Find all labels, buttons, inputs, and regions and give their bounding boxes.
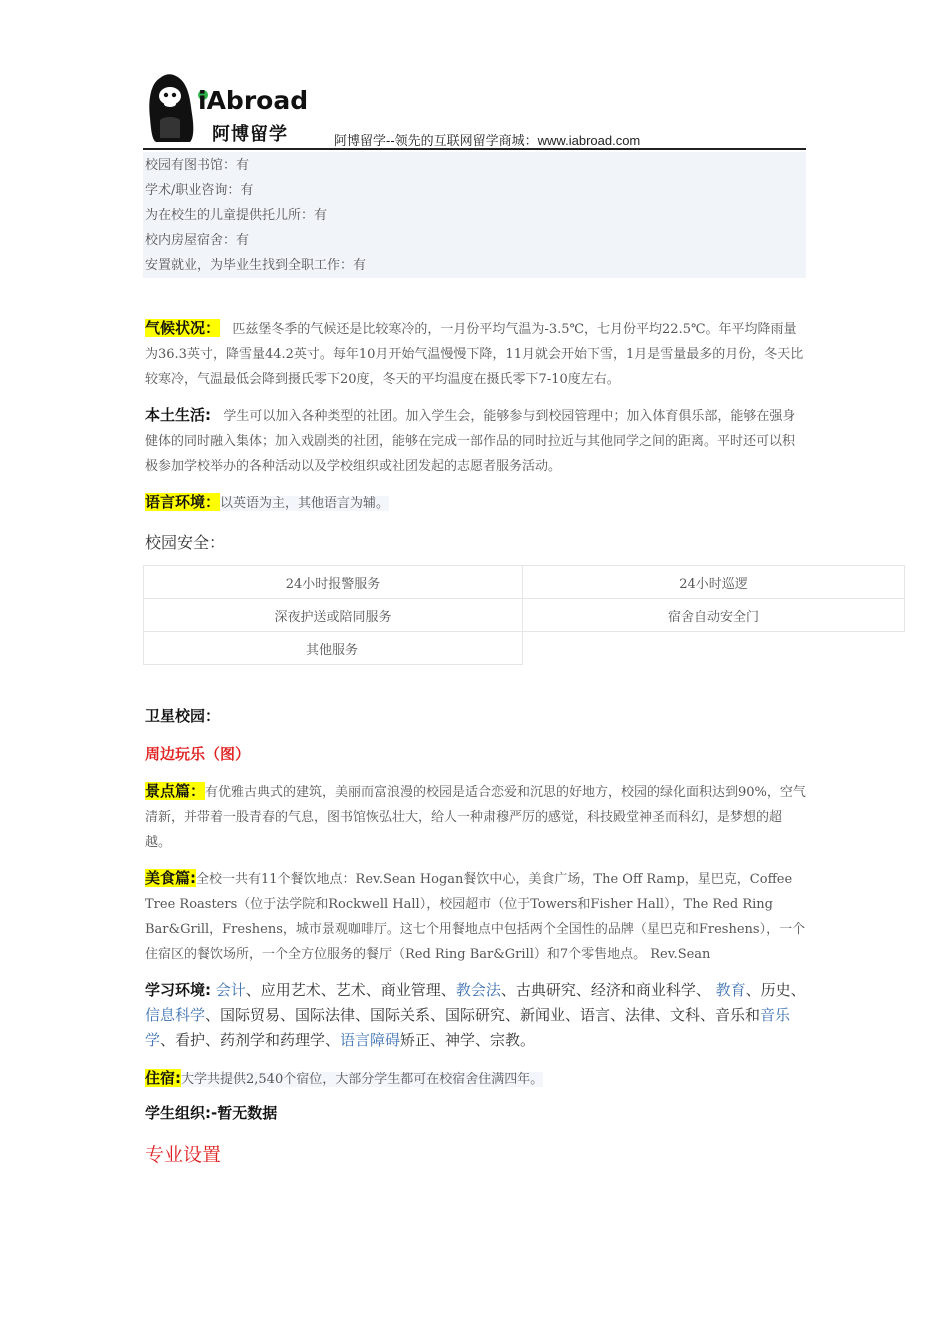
local-life-text: 学生可以加入各种类型的社团。加入学生会，能够参与到校园管理中；加入体育俱乐部，能够在强身健体的同时融入集体；加入戏剧类的社团，能够在完成一部作品的同时拉近与其他同学之间的距离。平时还可以积极参加学校举办的各种活动以及学校组织或社团发起的志愿者服务活动。	[145, 409, 796, 474]
language-text: 以英语为主，其他语言为辅。	[220, 496, 390, 511]
major-link[interactable]: 音乐学	[145, 1006, 791, 1049]
facility-item: 学术/职业咨询：有	[145, 183, 254, 198]
major-link[interactable]: 教育	[715, 981, 746, 999]
study-label: 学习环境:	[145, 981, 211, 999]
logo-brand-cn: 阿博留学	[212, 124, 288, 145]
safety-item: 24小时报警服务	[144, 566, 523, 599]
major-link[interactable]: 语言障碍	[340, 1031, 401, 1049]
food-section	[145, 866, 807, 967]
food-label: 美食篇:	[145, 869, 196, 887]
sights-text: 有优雅古典式的建筑，美丽而富浪漫的校园是适合恋爱和沉思的好地方，校园的绿化面积达到90%，空气清新，并带着一股青春的气息，图书馆恢弘壮大，给人一种肃穆严厉的感觉，科技殿堂神圣而科幻，是梦想的超越。	[145, 785, 806, 850]
study-text: 、应用艺术、艺术、商业管理、	[245, 981, 456, 999]
study-text: 矫正、神学、宗教。	[400, 1031, 536, 1049]
housing-text: 大学共提供2,540个宿位，大部分学生都可在校宿舍住满四年。	[181, 1072, 544, 1087]
facility-list	[143, 152, 806, 278]
climate-label: 气候状况：	[145, 319, 221, 337]
student-org-section	[145, 1101, 807, 1127]
facility-item: 安置就业，为毕业生找到全职工作：有	[145, 258, 367, 273]
safety-title: 校园安全：	[145, 533, 226, 552]
major-link[interactable]: 教会法	[455, 981, 501, 999]
housing-section	[145, 1066, 807, 1092]
logo-brand: iAbroad	[198, 86, 309, 115]
header-divider	[143, 148, 806, 150]
language-label: 语言环境：	[145, 493, 221, 511]
header-tagline: 阿博留学--领先的互联网留学商城：www.iabroad.com	[334, 133, 641, 148]
iabroad-logo	[146, 68, 316, 144]
surroundings-title: 周边玩乐（图）	[145, 745, 251, 763]
climate-text: 匹兹堡冬季的气候还是比较寒冷的，一月份平均气温为-3.5℃，七月份平均22.5℃。年平均降雨量为36.3英寸，降雪量44.2英寸。每年10月开始气温慢慢下降，11月就会开始下雪，1月是雪量最多的月份，冬天比较寒冷，气温最低会降到摄氏零下20度，冬天的平均温度在摄氏零下7-10度左右。	[145, 322, 804, 387]
sights-section	[145, 779, 807, 855]
food-text: 全校一共有11个餐饮地点：Rev.Sean Hogan餐饮中心，美食广场，The Off Ramp，星巴克，Coffee Tree Roasters（位于法学院和Rockwell Hall），校园超市（位于Towers和Fisher Hall），The Red Ring Bar&Grill，Freshens，城市景观咖啡厅。这七个用餐地点中包括两个全国性的品牌（星巴克和Freshens），一个住宿区的餐饮场所，一个全方位服务的餐厅（Red Ring Bar&Grill）和7个零售地点。 Rev.Sean	[145, 872, 806, 962]
satellite-label: 卫星校园：	[145, 707, 221, 725]
safety-item: 24小时巡逻	[523, 566, 905, 599]
local-life-label: 本土生活:	[145, 406, 211, 424]
local-life-section	[145, 403, 807, 479]
facility-item: 校园有图书馆：有	[145, 158, 250, 173]
study-text: 、看护、药剂学和药理学、	[160, 1031, 341, 1049]
safety-table	[143, 565, 905, 665]
majors-title: 专业设置	[145, 1144, 222, 1166]
facility-item: 为在校生的儿童提供托儿所：有	[145, 208, 328, 223]
climate-section	[145, 316, 807, 392]
housing-label: 住宿:	[145, 1069, 181, 1087]
major-link[interactable]: 会计	[215, 981, 246, 999]
study-section	[145, 978, 807, 1053]
study-text: 、古典研究、经济和商业科学、	[500, 981, 716, 999]
study-text: 、历史、	[745, 981, 806, 999]
language-section	[145, 490, 807, 516]
major-link[interactable]: 信息科学	[145, 1006, 206, 1024]
safety-item: 宿舍自动安全门	[523, 599, 905, 632]
surroundings-section	[145, 742, 807, 768]
safety-item: 深夜护送或陪同服务	[144, 599, 523, 632]
sights-label: 景点篇：	[145, 782, 206, 800]
satellite-section	[145, 704, 807, 730]
safety-item: 其他服务	[144, 632, 523, 665]
student-org-label: 学生组织:-暂无数据	[145, 1104, 278, 1122]
facility-item: 校内房屋宿舍：有	[145, 233, 250, 248]
study-text: 、国际贸易、国际法律、国际关系、国际研究、新闻业、语言、法律、文科、音乐和	[205, 1006, 761, 1024]
